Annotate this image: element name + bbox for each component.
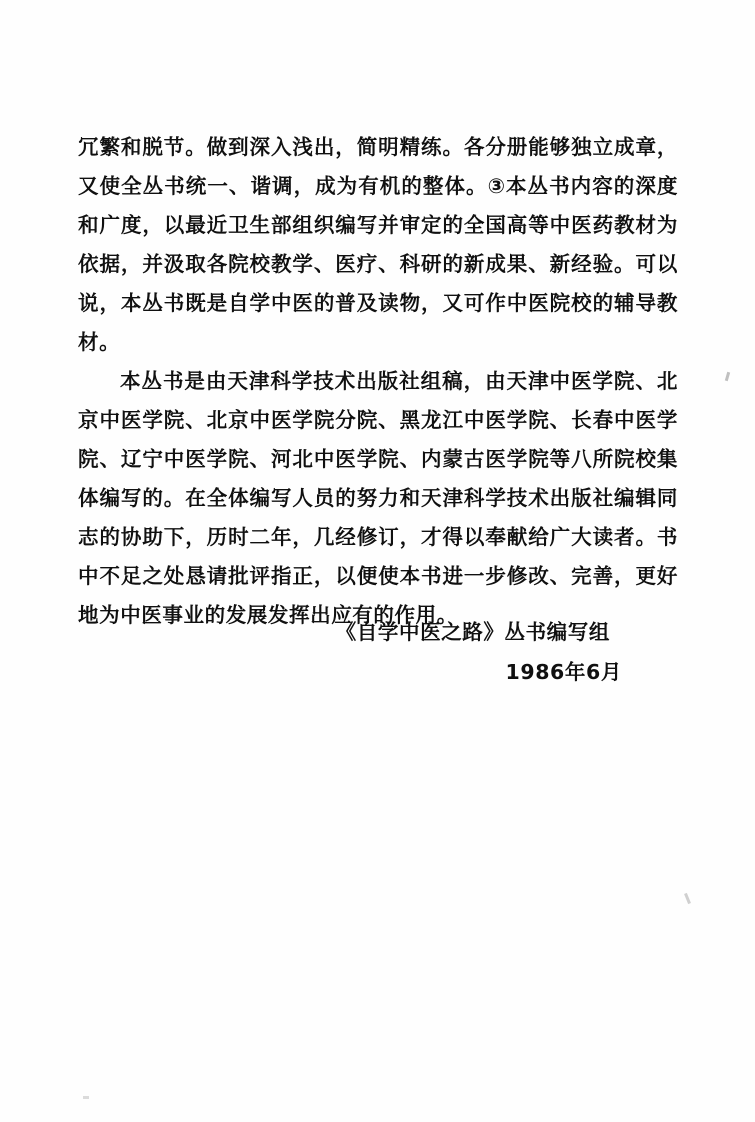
scan-artifact-speck: [684, 893, 691, 904]
page-body: [78, 128, 678, 635]
scan-artifact-speck: [83, 1096, 89, 1099]
paragraph-2: 本丛书是由天津科学技术出版社组稿，由天津中医学院、北京中医学院、北京中医学院分院、黑龙江中医学院、长春中医学院、辽宁中医学院、河北中医学院、内蒙古医学院等八所院校集体编写的。在全体编写人员的努力和天津科学技术出版社编辑同志的协助下，历时二年，几经修订，才得以奉献给广大读者。书中不足之处恳请批评指正，以便使本书进一步修改、完善，更好地为中医事业的发展发挥出应有的作用。: [78, 369, 678, 627]
paragraph-1: 冗繁和脱节。做到深入浅出，简明精练。各分册能够独立成章，又使全丛书统一、谐调，成为有机的整体。③本丛书内容的深度和广度，以最近卫生部组织编写并审定的全国高等中医药教材为依据，并汲取各院校教学、医疗、科研的新成果、新经验。可以说，本丛书既是自学中医的普及读物，又可作中医院校的辅导教材。: [78, 135, 678, 354]
signature-block: [78, 612, 678, 692]
signature-date: 1986年6月: [505, 660, 622, 684]
signature-organization: 《自学中医之路》丛书编写组: [335, 620, 610, 644]
scan-artifact-speck: [725, 372, 730, 381]
